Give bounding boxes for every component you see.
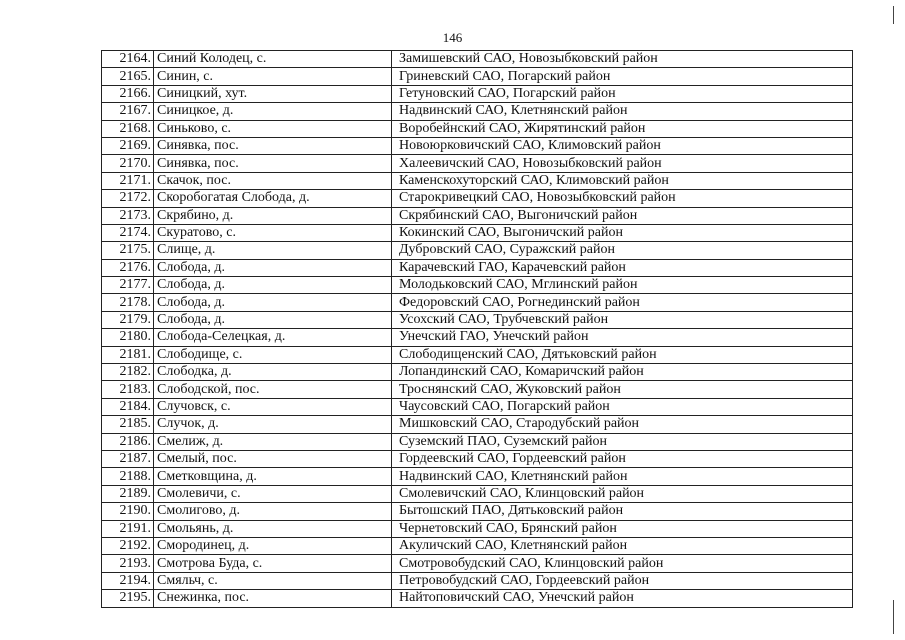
table-row xyxy=(102,190,853,207)
table-row xyxy=(102,259,853,276)
row-number: 2166. xyxy=(102,85,154,102)
district-name: Смолевичский САО, Клинцовский район xyxy=(392,485,853,502)
settlements-table xyxy=(101,50,853,608)
table-row xyxy=(102,520,853,537)
district-name: Усохский САО, Трубчевский район xyxy=(392,311,853,328)
table-row xyxy=(102,485,853,502)
row-number: 2171. xyxy=(102,172,154,189)
district-name: Гордеевский САО, Гордеевский район xyxy=(392,450,853,467)
table-row xyxy=(102,329,853,346)
settlement-name: Случок, д. xyxy=(154,416,392,433)
settlement-name: Слобода, д. xyxy=(154,277,392,294)
district-name: Надвинский САО, Клетнянский район xyxy=(392,468,853,485)
settlement-name: Слободка, д. xyxy=(154,364,392,381)
table-row xyxy=(102,398,853,415)
table-row xyxy=(102,137,853,154)
table-row xyxy=(102,503,853,520)
row-number: 2190. xyxy=(102,503,154,520)
settlement-name: Синьково, с. xyxy=(154,120,392,137)
row-number: 2164. xyxy=(102,51,154,68)
row-number: 2184. xyxy=(102,398,154,415)
settlement-name: Синявка, пос. xyxy=(154,137,392,154)
district-name: Акуличский САО, Клетнянский район xyxy=(392,537,853,554)
settlement-name: Синин, с. xyxy=(154,68,392,85)
district-name: Найтоповичский САО, Унечский район xyxy=(392,590,853,607)
settlement-name: Смелый, пос. xyxy=(154,450,392,467)
district-name: Унечский ГАО, Унечский район xyxy=(392,329,853,346)
table-row xyxy=(102,172,853,189)
district-name: Карачевский ГАО, Карачевский район xyxy=(392,259,853,276)
settlement-name: Снежинка, пос. xyxy=(154,590,392,607)
district-name: Лопандинский САО, Комаричский район xyxy=(392,364,853,381)
table-row xyxy=(102,68,853,85)
table-row xyxy=(102,537,853,554)
table-row xyxy=(102,277,853,294)
settlement-name: Синий Колодец, с. xyxy=(154,51,392,68)
settlement-name: Скоробогатая Слобода, д. xyxy=(154,190,392,207)
row-number: 2186. xyxy=(102,433,154,450)
row-number: 2177. xyxy=(102,277,154,294)
row-number: 2194. xyxy=(102,572,154,589)
page-number: 146 xyxy=(442,30,463,45)
settlement-name: Скачок, пос. xyxy=(154,172,392,189)
district-name: Надвинский САО, Клетнянский район xyxy=(392,103,853,120)
district-name: Воробейнский САО, Жирятинский район xyxy=(392,120,853,137)
district-name: Петровобудский САО, Гордеевский район xyxy=(392,572,853,589)
district-name: Гетуновский САО, Погарский район xyxy=(392,85,853,102)
row-number: 2181. xyxy=(102,346,154,363)
settlement-name: Синицкое, д. xyxy=(154,103,392,120)
row-number: 2167. xyxy=(102,103,154,120)
settlement-name: Слище, д. xyxy=(154,242,392,259)
table-row xyxy=(102,51,853,68)
row-number: 2180. xyxy=(102,329,154,346)
district-name: Троснянский САО, Жуковский район xyxy=(392,381,853,398)
table-row xyxy=(102,311,853,328)
table-row xyxy=(102,450,853,467)
row-number: 2168. xyxy=(102,120,154,137)
settlement-name: Слободской, пос. xyxy=(154,381,392,398)
settlement-name: Сметковщина, д. xyxy=(154,468,392,485)
table-row xyxy=(102,207,853,224)
table-row xyxy=(102,590,853,607)
settlement-name: Синицкий, хут. xyxy=(154,85,392,102)
row-number: 2192. xyxy=(102,537,154,554)
table-row xyxy=(102,346,853,363)
row-number: 2176. xyxy=(102,259,154,276)
table-row xyxy=(102,572,853,589)
table-row xyxy=(102,381,853,398)
row-number: 2165. xyxy=(102,68,154,85)
district-name: Дубровский САО, Суражский район xyxy=(392,242,853,259)
settlement-name: Слобода, д. xyxy=(154,294,392,311)
table-row xyxy=(102,364,853,381)
row-number: 2174. xyxy=(102,224,154,241)
district-name: Бытошский ПАО, Дятьковский район xyxy=(392,503,853,520)
row-number: 2172. xyxy=(102,190,154,207)
settlement-name: Слободище, с. xyxy=(154,346,392,363)
settlement-name: Смольянь, д. xyxy=(154,520,392,537)
district-name: Скрябинский САО, Выгоничский район xyxy=(392,207,853,224)
table-row xyxy=(102,468,853,485)
district-name: Смотровобудский САО, Клинцовский район xyxy=(392,555,853,572)
scan-edge-mark xyxy=(893,600,894,634)
table-row xyxy=(102,294,853,311)
row-number: 2182. xyxy=(102,364,154,381)
row-number: 2179. xyxy=(102,311,154,328)
table-row xyxy=(102,103,853,120)
settlement-name: Скуратово, с. xyxy=(154,224,392,241)
settlement-name: Смолевичи, с. xyxy=(154,485,392,502)
table-row xyxy=(102,242,853,259)
table-row xyxy=(102,120,853,137)
row-number: 2175. xyxy=(102,242,154,259)
table-row xyxy=(102,433,853,450)
row-number: 2185. xyxy=(102,416,154,433)
settlement-name: Смородинец, д. xyxy=(154,537,392,554)
district-name: Замишевский САО, Новозыбковский район xyxy=(392,51,853,68)
settlement-name: Скрябино, д. xyxy=(154,207,392,224)
row-number: 2188. xyxy=(102,468,154,485)
district-name: Чаусовский САО, Погарский район xyxy=(392,398,853,415)
district-name: Слободищенский САО, Дятьковский район xyxy=(392,346,853,363)
district-name: Мишковский САО, Стародубский район xyxy=(392,416,853,433)
row-number: 2183. xyxy=(102,381,154,398)
district-name: Новоюрковичский САО, Климовский район xyxy=(392,137,853,154)
table-row xyxy=(102,555,853,572)
settlement-name: Слобода, д. xyxy=(154,259,392,276)
settlement-name: Смотрова Буда, с. xyxy=(154,555,392,572)
settlement-name: Случовск, с. xyxy=(154,398,392,415)
row-number: 2169. xyxy=(102,137,154,154)
row-number: 2193. xyxy=(102,555,154,572)
row-number: 2173. xyxy=(102,207,154,224)
row-number: 2191. xyxy=(102,520,154,537)
district-name: Суземский ПАО, Суземский район xyxy=(392,433,853,450)
settlement-name: Смолигово, д. xyxy=(154,503,392,520)
district-name: Чернетовский САО, Брянский район xyxy=(392,520,853,537)
settlement-name: Синявка, пос. xyxy=(154,155,392,172)
row-number: 2189. xyxy=(102,485,154,502)
table-row xyxy=(102,224,853,241)
district-name: Федоровский САО, Рогнединский район xyxy=(392,294,853,311)
row-number: 2195. xyxy=(102,590,154,607)
table-row xyxy=(102,416,853,433)
district-name: Гриневский САО, Погарский район xyxy=(392,68,853,85)
district-name: Кокинский САО, Выгоничский район xyxy=(392,224,853,241)
district-name: Молодьковский САО, Мглинский район xyxy=(392,277,853,294)
settlement-name: Слобода, д. xyxy=(154,311,392,328)
district-name: Халеевичский САО, Новозыбковский район xyxy=(392,155,853,172)
settlement-name: Слобода-Селецкая, д. xyxy=(154,329,392,346)
scan-edge-mark xyxy=(893,6,894,24)
district-name: Старокривецкий САО, Новозыбковский район xyxy=(392,190,853,207)
row-number: 2178. xyxy=(102,294,154,311)
row-number: 2187. xyxy=(102,450,154,467)
settlement-name: Смяльч, с. xyxy=(154,572,392,589)
row-number: 2170. xyxy=(102,155,154,172)
settlements-table-body xyxy=(102,51,853,608)
district-name: Каменскохуторский САО, Климовский район xyxy=(392,172,853,189)
table-row xyxy=(102,85,853,102)
settlement-name: Смелиж, д. xyxy=(154,433,392,450)
table-row xyxy=(102,155,853,172)
